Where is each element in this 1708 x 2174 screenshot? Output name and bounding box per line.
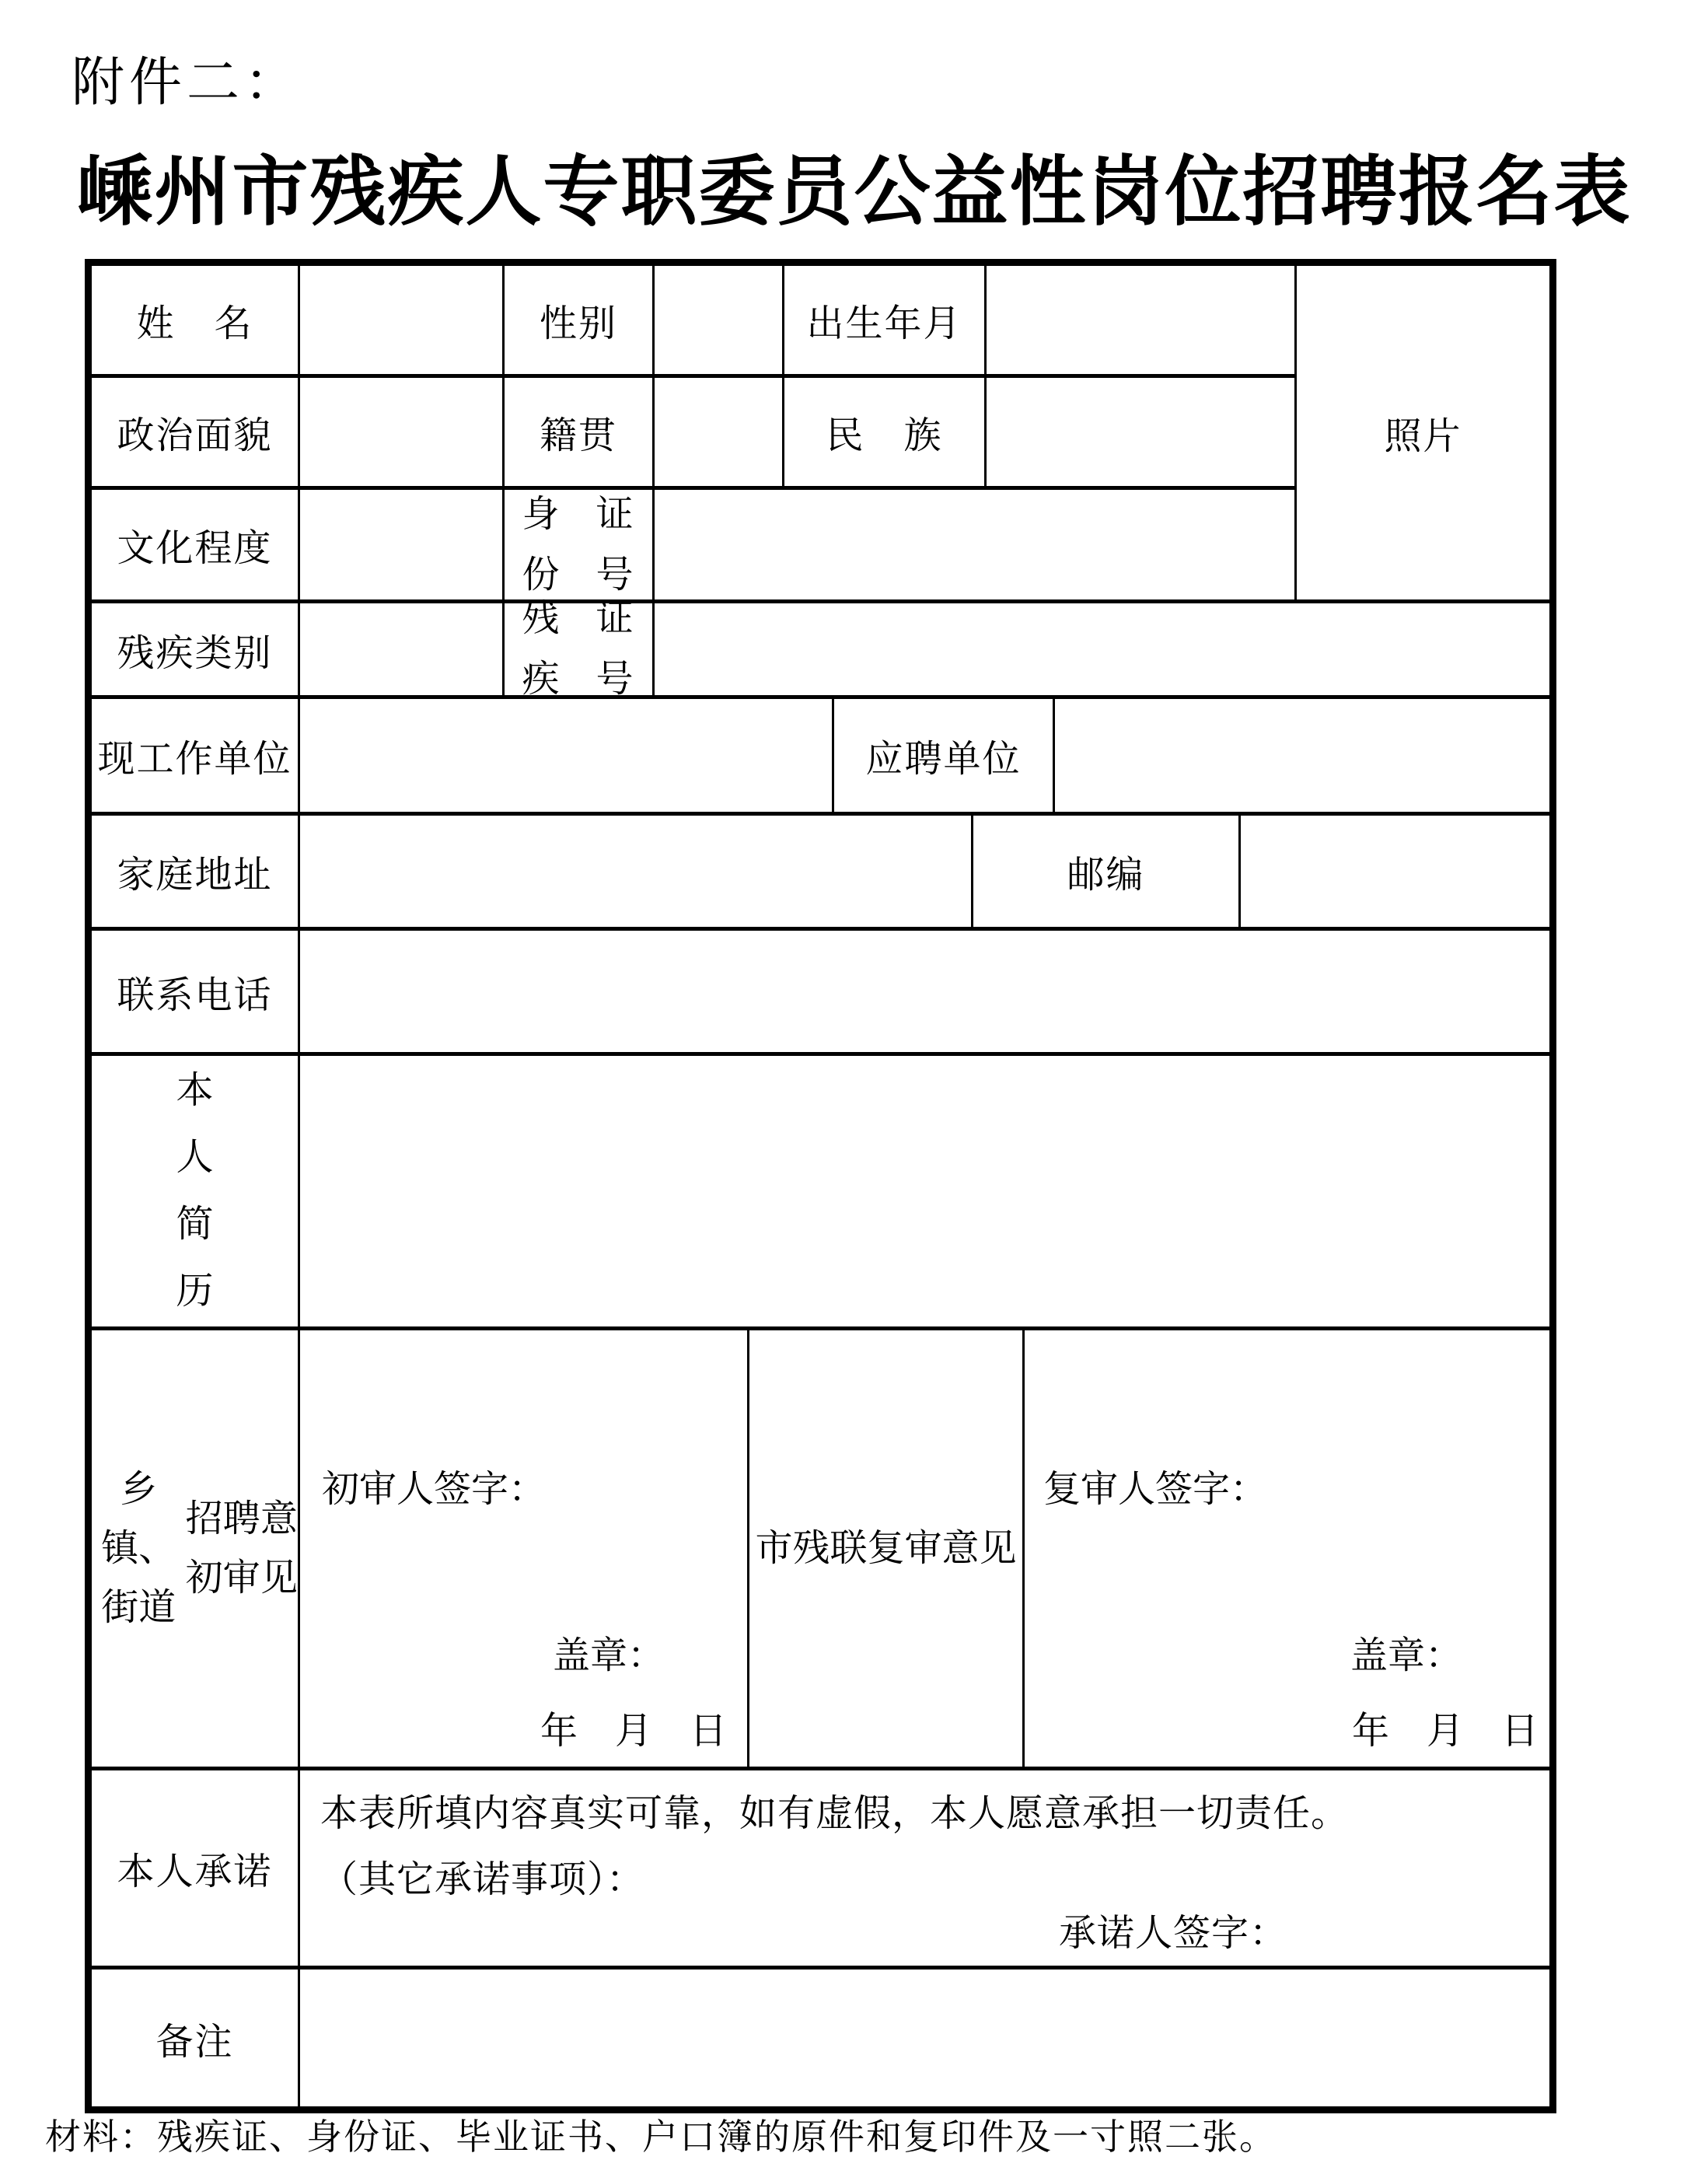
row-review [92, 1330, 1549, 1770]
row-political [92, 378, 1294, 490]
resume-label-char1: 本 [176, 1070, 214, 1111]
resume-label-char2: 人 [176, 1137, 214, 1178]
apply-unit-label: 应聘单位 [834, 699, 1055, 812]
page-title: 嵊州市残疾人专职委员公益性岗位招聘报名表 [76, 149, 1632, 234]
photo-label: 照片 [1384, 416, 1462, 457]
row-resume [92, 1056, 1549, 1330]
initial-sign-label: 初审人签字： [322, 1469, 547, 1510]
commitment-statement: 本表所填内容真实可靠，如有虚假，本人愿意承担一切责任。 [320, 1793, 1350, 1834]
birth-date-label: 出生年月 [784, 266, 987, 374]
postcode-label: 邮编 [973, 816, 1241, 927]
political-status-label: 政治面貌 [92, 378, 300, 486]
remark-value-cell [300, 1970, 1549, 2106]
disability-cert-label-line2: 证号 [596, 598, 635, 700]
commitment-label: 本人承诺 [92, 1770, 300, 1966]
birth-date-value-cell [987, 266, 1294, 374]
ethnic-label: 民 族 [784, 378, 987, 486]
native-place-value-cell [655, 378, 784, 486]
township-review-label-line1: 乡镇、街道 [101, 1468, 176, 1628]
row-work-unit [92, 699, 1549, 816]
resume-label-char3: 简 [176, 1204, 214, 1245]
row-phone [92, 931, 1549, 1056]
township-review-label [92, 1330, 300, 1767]
initial-date-label: 年 月 日 [540, 1711, 727, 1752]
row-remark [92, 1970, 1549, 2106]
recheck-seal-label: 盖章： [1350, 1635, 1462, 1676]
recheck-review-cell [1025, 1330, 1549, 1767]
city-review-label-line2: 复审意见 [867, 1527, 1017, 1569]
home-address-label: 家庭地址 [92, 816, 300, 927]
row-commitment [92, 1770, 1549, 1970]
resume-value-cell [300, 1056, 1549, 1326]
initial-review-cell [300, 1330, 749, 1767]
row-name [92, 266, 1294, 378]
disability-cert-value-cell [655, 603, 1549, 695]
top-rowgroup [92, 266, 1549, 603]
id-number-label [505, 490, 655, 599]
resume-label [92, 1056, 300, 1326]
gender-value-cell [655, 266, 784, 374]
id-number-label-line2: 证号 [596, 493, 635, 596]
remark-label: 备注 [92, 1970, 300, 2106]
phone-label: 联系电话 [92, 931, 300, 1052]
work-unit-value-cell [300, 699, 834, 812]
gender-label: 性别 [505, 266, 655, 374]
township-review-label-line3: 意见 [260, 1498, 298, 1599]
commitment-content-cell [300, 1770, 1549, 1966]
work-unit-label: 现工作单位 [92, 699, 300, 812]
disability-cert-label [505, 598, 655, 700]
name-label: 姓 名 [92, 266, 300, 374]
recheck-sign-label: 复审人签字： [1043, 1469, 1268, 1510]
city-review-label [749, 1330, 1025, 1767]
top-rowgroup-left [92, 266, 1297, 599]
resume-label-char4: 历 [176, 1270, 214, 1312]
id-number-label-line1: 身份 [522, 493, 561, 596]
ethnic-value-cell [987, 378, 1294, 486]
postcode-value-cell [1241, 816, 1549, 927]
row-disability [92, 598, 1549, 700]
native-place-label: 籍贯 [505, 378, 655, 486]
registration-form-table [85, 259, 1556, 2113]
disability-cert-label-line1: 残疾 [522, 598, 561, 700]
commitment-sign-label: 承诺人签字： [1059, 1913, 1288, 1954]
row-address [92, 816, 1549, 931]
township-review-label-line2: 招聘初审 [185, 1498, 260, 1599]
home-address-value-cell [300, 816, 973, 927]
id-number-value-cell [655, 490, 1294, 599]
row-education [92, 490, 1294, 599]
commitment-other-items-label: （其它承诺事项）： [320, 1859, 645, 1900]
disability-type-label: 残疾类别 [92, 603, 300, 695]
education-value-cell [300, 490, 505, 599]
materials-note: 材料：残疾证、身份证、毕业证书、户口簿的原件和复印件及一寸照二张。 [45, 2117, 1277, 2157]
political-status-value-cell [300, 378, 505, 486]
attachment-label: 附件二： [72, 53, 302, 112]
recheck-date-label: 年 月 日 [1351, 1711, 1539, 1752]
apply-unit-value-cell [1055, 699, 1549, 812]
name-value-cell [300, 266, 505, 374]
photo-cell [1297, 266, 1549, 599]
disability-type-value-cell [300, 603, 505, 695]
city-review-label-line1: 市残联 [755, 1527, 868, 1569]
education-label: 文化程度 [92, 490, 300, 599]
initial-seal-label: 盖章： [552, 1635, 665, 1676]
phone-value-cell [300, 931, 1549, 1052]
